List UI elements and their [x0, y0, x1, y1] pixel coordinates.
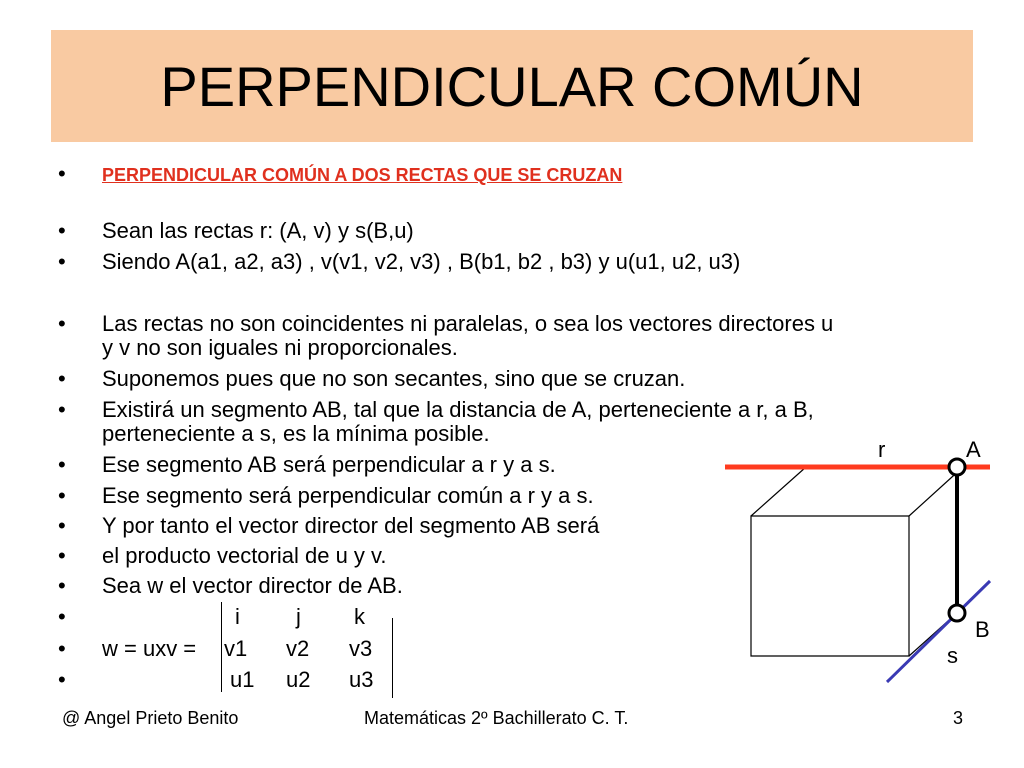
determinant-left-bar [221, 602, 222, 692]
matrix-cell: v3 [349, 636, 373, 661]
matrix-cell: v2 [286, 636, 310, 661]
point-a [949, 459, 965, 475]
cube-edge [751, 467, 806, 516]
label-r: r [878, 437, 886, 462]
bullet: • [58, 513, 66, 538]
cube-front-face [751, 516, 909, 656]
footer-author: @ Angel Prieto Benito [62, 708, 239, 728]
bullet: • [58, 636, 66, 661]
matrix-cell: u3 [349, 667, 374, 692]
matrix-prefix: w = uxv = [102, 636, 197, 661]
matrix-cell: u1 [230, 667, 255, 692]
text-line: el producto vectorial de u y v. [102, 543, 387, 568]
bullet: • [58, 483, 66, 508]
text-line: perteneciente a s, es la mínima posible. [102, 421, 490, 446]
bullet: • [58, 249, 66, 274]
page-title: PERPENDICULAR COMÚN [160, 55, 864, 118]
matrix-cell: j [296, 604, 301, 629]
label-a: A [966, 437, 981, 462]
label-s: s [947, 643, 958, 668]
bullet: • [58, 667, 66, 692]
skew-lines-diagram [720, 430, 1010, 700]
section-subtitle: PERPENDICULAR COMÚN A DOS RECTAS QUE SE CRUZAN [102, 165, 623, 185]
determinant-right-bar [392, 618, 393, 698]
label-b: B [975, 617, 990, 642]
text-line: Sea w el vector director de AB. [102, 573, 403, 598]
bullet: • [58, 397, 66, 422]
text-line: Siendo A(a1, a2, a3) , v(v1, v2, v3) , B(b1, b2 , b3) y u(u1, u2, u3) [102, 249, 741, 274]
bullet: • [58, 604, 66, 629]
text-line: y v no son iguales ni proporcionales. [102, 335, 458, 360]
bullet: • [58, 452, 66, 477]
text-line: Las rectas no son coincidentes ni paralelas, o sea los vectores directores u [102, 311, 834, 336]
matrix-cell: u2 [286, 667, 311, 692]
bullet: • [58, 218, 66, 243]
bullet: • [58, 161, 66, 186]
matrix-cell: k [354, 604, 365, 629]
bullet: • [58, 366, 66, 391]
footer-course: Matemáticas 2º Bachillerato C. T. [364, 708, 629, 728]
bullet: • [58, 543, 66, 568]
text-line: Suponemos pues que no son secantes, sino que se cruzan. [102, 366, 686, 391]
matrix-cell: i [235, 604, 240, 629]
matrix-cell: v1 [224, 636, 248, 661]
text-line: Ese segmento AB será perpendicular a r y a s. [102, 452, 556, 477]
text-line: Y por tanto el vector director del segmento AB será [102, 513, 600, 538]
text-line: Sean las rectas r: (A, v) y s(B,u) [102, 218, 414, 243]
text-line: Existirá un segmento AB, tal que la distancia de A, perteneciente a r, a B, [102, 397, 814, 422]
bullet: • [58, 573, 66, 598]
text-line: Ese segmento será perpendicular común a r y a s. [102, 483, 594, 508]
page-number: 3 [953, 708, 964, 728]
point-b [949, 605, 965, 621]
bullet: • [58, 311, 66, 336]
